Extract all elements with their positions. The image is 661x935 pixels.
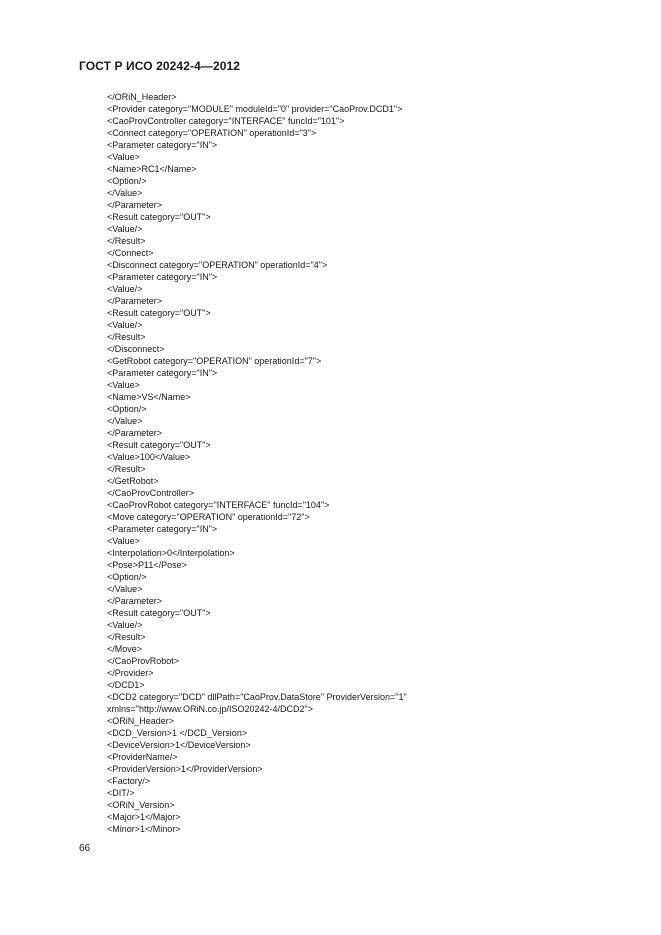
code-line: <Result category="OUT">: [107, 440, 211, 450]
code-line: <CaoProvController category="INTERFACE" funcId="101">: [107, 116, 345, 126]
code-line: </Disconnect>: [107, 344, 165, 354]
code-line: xmlns="http://www.ORiN.co.jp/ISO20242-4/DCD2">: [107, 704, 313, 714]
code-line: </Result>: [107, 332, 146, 342]
code-line: <Result category="OUT">: [107, 608, 211, 618]
code-line: <Value>: [107, 536, 140, 546]
code-line: </DCD1>: [107, 680, 145, 690]
code-line: <ORiN_Header>: [107, 716, 175, 726]
code-line: <Minor>1</Minor>: [107, 824, 181, 834]
code-line: <Value>: [107, 152, 140, 162]
code-line: <Provider category="MODULE" moduleId="0" provider="CaoProv.DCD1">: [107, 104, 403, 114]
code-line: <Parameter category="IN">: [107, 368, 218, 378]
code-line: <CaoProvRobot category="INTERFACE" funcId="104">: [107, 500, 330, 510]
code-line: </Value>: [107, 188, 143, 198]
code-line: </CaoProvController>: [107, 488, 195, 498]
code-line: </Parameter>: [107, 296, 163, 306]
code-line: <Move category="OPERATION" operationId="72">: [107, 512, 310, 522]
code-line: </Parameter>: [107, 596, 163, 606]
page-header-title: ГОСТ Р ИСО 20242-4—2012: [79, 59, 241, 73]
code-line: </GetRobot>: [107, 476, 159, 486]
code-line: <DeviceVersion>1</DeviceVersion>: [107, 740, 251, 750]
code-line: </ORiN_Header>: [107, 92, 177, 102]
code-line: </Connect>: [107, 248, 154, 258]
code-line: <Value/>: [107, 224, 143, 234]
code-line: <Connect category="OPERATION" operationId="3">: [107, 128, 317, 138]
code-line: </Result>: [107, 464, 146, 474]
code-line: <Name>VS</Name>: [107, 392, 191, 402]
code-line: </Move>: [107, 644, 143, 654]
code-line: <Option/>: [107, 176, 147, 186]
code-line: <Result category="OUT">: [107, 212, 211, 222]
code-line: <Value/>: [107, 284, 143, 294]
code-line: </CaoProvRobot>: [107, 656, 180, 666]
code-line: </Parameter>: [107, 428, 163, 438]
code-line: </Result>: [107, 236, 146, 246]
code-line: <Pose>P11</Pose>: [107, 560, 187, 570]
code-line: <ORiN_Version>: [107, 800, 175, 810]
code-line: <Parameter category="IN">: [107, 272, 218, 282]
code-line: <Factory/>: [107, 776, 151, 786]
code-line: <Disconnect category="OPERATION" operationId="4">: [107, 260, 328, 270]
code-line: <Major>1</Major>: [107, 812, 181, 822]
code-line: <DCD_Version>1 </DCD_Version>: [107, 728, 248, 738]
code-line: <Option/>: [107, 572, 147, 582]
code-line: <Interpolation>0</Interpolation>: [107, 548, 235, 558]
code-line: <Option/>: [107, 404, 147, 414]
page-number: 66: [79, 843, 91, 854]
code-line: <DIT/>: [107, 788, 135, 798]
code-line: <Value/>: [107, 620, 143, 630]
code-line: </Value>: [107, 584, 143, 594]
code-line: <Parameter category="IN">: [107, 524, 218, 534]
code-line: <Value>100</Value>: [107, 452, 191, 462]
xml-code-listing: [107, 91, 607, 835]
code-line: </Provider>: [107, 668, 154, 678]
code-line: <ProviderName/>: [107, 752, 178, 762]
code-line: <Name>RC1</Name>: [107, 164, 197, 174]
code-line: <Value>: [107, 380, 140, 390]
code-line: <Result category="OUT">: [107, 308, 211, 318]
code-line: </Value>: [107, 416, 143, 426]
code-line: </Parameter>: [107, 200, 163, 210]
code-line: <GetRobot category="OPERATION" operationId="7">: [107, 356, 322, 366]
code-line: </Result>: [107, 632, 146, 642]
code-line: <Value/>: [107, 320, 143, 330]
code-line: <Parameter category="IN">: [107, 140, 218, 150]
code-line: <DCD2 category="DCD" dllPath="CaoProv.DataStore" ProviderVersion="1": [107, 692, 407, 702]
code-line: <ProviderVersion>1</ProviderVersion>: [107, 764, 263, 774]
